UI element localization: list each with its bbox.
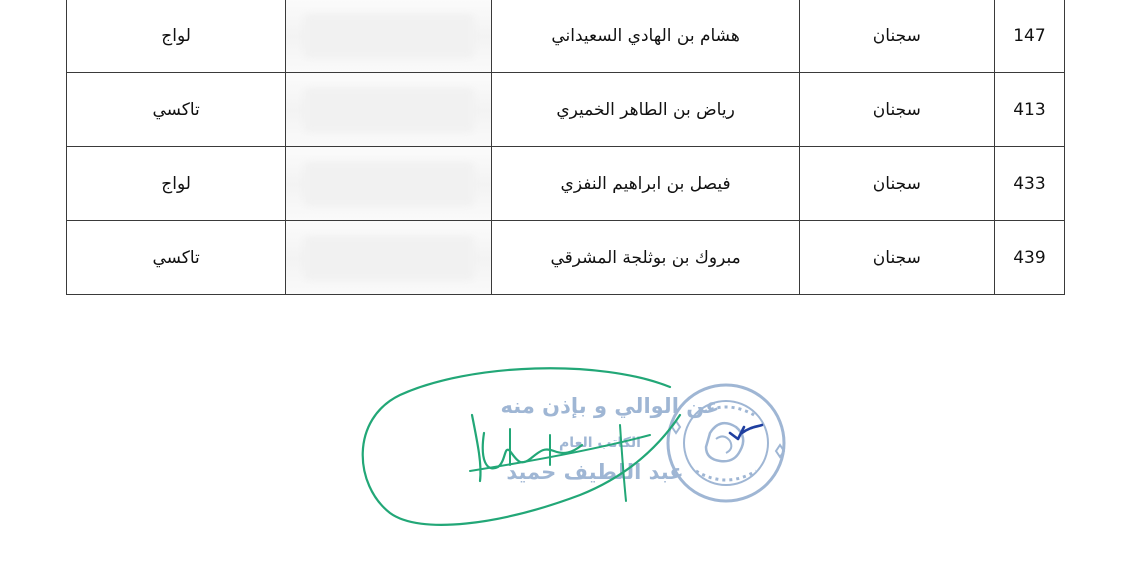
redaction-blur	[304, 14, 474, 58]
permit-number-cell: 439	[994, 221, 1064, 295]
vehicle-type-cell: لواج	[67, 147, 286, 221]
table-row	[67, 147, 1065, 221]
holder-name-cell: هشام بن الهادي السعيداني	[492, 0, 799, 73]
permit-number-cell: 433	[994, 147, 1064, 221]
table-row	[67, 221, 1065, 295]
round-seal-icon	[668, 385, 784, 501]
vehicle-type-cell: تاكسي	[67, 221, 286, 295]
region-cell: سجنان	[799, 0, 994, 73]
stamp-line-3: عبد اللطيف حميد	[506, 460, 684, 484]
redacted-id-cell	[286, 221, 492, 295]
table-row	[67, 0, 1065, 73]
signature-stamp-block	[350, 355, 800, 535]
redaction-blur	[304, 236, 474, 280]
signature-stamp-graphic	[350, 355, 800, 535]
redacted-id-cell	[286, 73, 492, 147]
vehicle-type-cell: تاكسي	[67, 73, 286, 147]
permit-number-cell: 147	[994, 0, 1064, 73]
holder-name-cell: فيصل بن ابراهيم النفزي	[492, 147, 799, 221]
stamp-line-1: عن الوالي و بإذن منه	[500, 394, 720, 418]
table-row	[67, 73, 1065, 147]
redaction-blur	[304, 88, 474, 132]
holder-name-cell: رياض بن الطاهر الخميري	[492, 73, 799, 147]
region-cell: سجنان	[799, 73, 994, 147]
region-cell: سجنان	[799, 147, 994, 221]
vehicle-type-cell: لواج	[67, 0, 286, 73]
vehicle-permit-table	[66, 0, 1065, 295]
redacted-id-cell	[286, 0, 492, 73]
official-text-stamp	[501, 394, 720, 484]
region-cell: سجنان	[799, 221, 994, 295]
stamp-line-2: الكاتب العام	[559, 435, 641, 451]
permit-number-cell: 413	[994, 73, 1064, 147]
redacted-id-cell	[286, 147, 492, 221]
holder-name-cell: مبروك بن بوثلجة المشرقي	[492, 221, 799, 295]
redaction-blur	[304, 162, 474, 206]
